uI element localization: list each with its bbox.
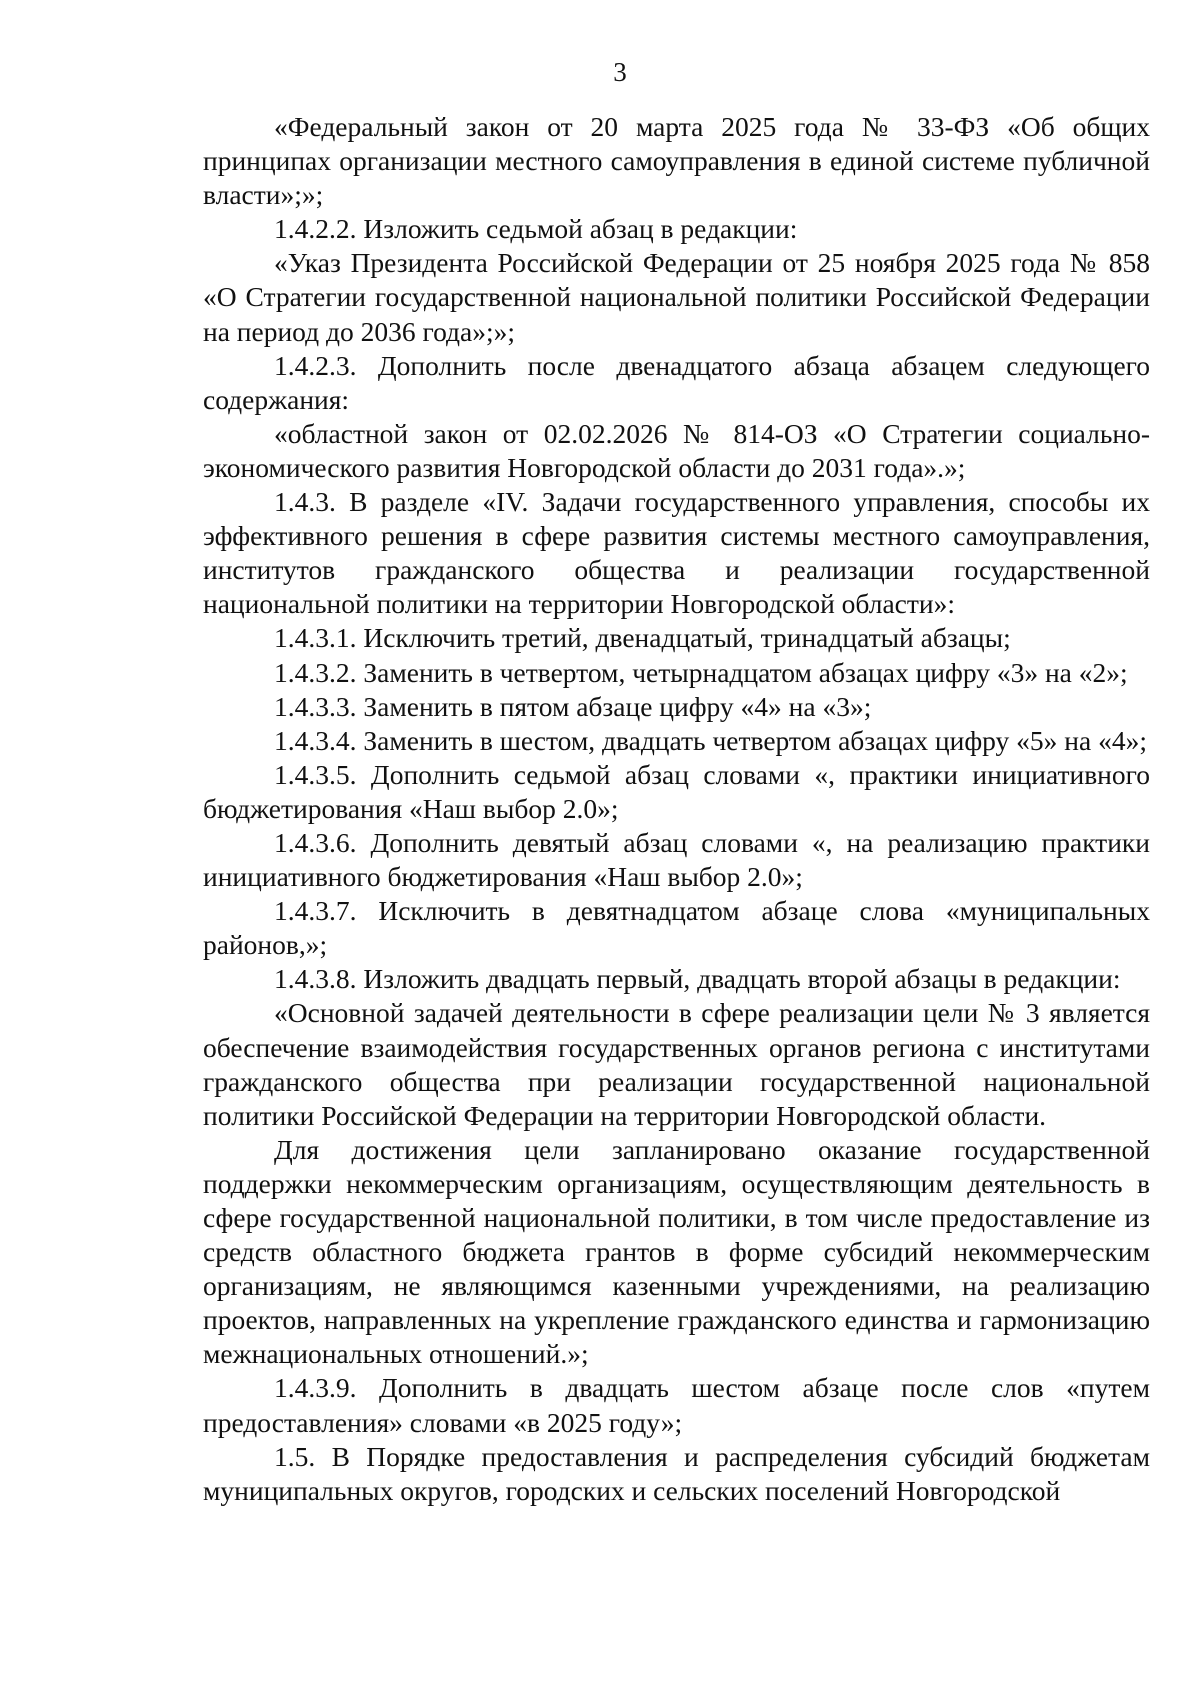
paragraph-1-4-3-2: 1.4.3.2. Заменить в четвертом, четырнадцатом абзацах цифру «3» на «2»; [274,656,1128,688]
paragraph-1-4-3-7: 1.4.3.7. Исключить в девятнадцатом абзаце слова «муниципальных районов,»; [203,895,1150,961]
paragraph-1-5: 1.5. В Порядке предоставления и распределения субсидий бюджетам муниципальных округов, городских и сельских поселений Новгородской [203,1440,1150,1506]
paragraph-federal-law-quote: «Федеральный закон от 20 марта 2025 года № 33-ФЗ «Об общих принципах организации местного самоуправления в единой системе публичной власти»;»; [203,111,1150,211]
page-number: 3 [613,57,627,87]
paragraph-1-4-3-6: 1.4.3.6. Дополнить девятый абзац словами «, на реализацию практики инициативного бюджетирования «Наш выбор 2.0»; [203,826,1150,893]
paragraph-regional-law-quote: «областной закон от 02.02.2026 № 814-ОЗ «О Стратегии социально-экономического развития Новгородской области до 2031 года».»; [203,417,1150,483]
paragraph-1-4-2-2: 1.4.2.2. Изложить седьмой абзац в редакции: [274,213,798,245]
paragraph-main-task-quote: «Основной задачей деятельности в сфере реализации цели № 3 является обеспечение взаимодействия государственных органов региона с институтами гражданского общества при реализации государственной национальной политики Российской Федерации на территории Новгородской области. [203,997,1150,1131]
paragraph-presidential-decree-quote: «Указ Президента Российской Федерации от 25 ноября 2025 года № 858 «О Стратегии государственной национальной политики Российской Федерации на период до 2036 года»;»; [203,247,1150,347]
paragraph-1-4-3: 1.4.3. В разделе «IV. Задачи государственного управления, способы их эффективного решения в сфере развития системы местного самоуправления, институтов гражданского общества и реализации государственной национальной политики на территории Новгородской области»: [203,486,1150,620]
paragraph-1-4-2-3: 1.4.2.3. Дополнить после двенадцатого абзаца абзацем следующего содержания: [203,349,1150,415]
paragraph-1-4-3-1: 1.4.3.1. Исключить третий, двенадцатый, тринадцатый абзацы; [274,622,1011,654]
paragraph-1-4-3-8: 1.4.3.8. Изложить двадцать первый, двадцать второй абзацы в редакции: [274,963,1121,995]
paragraph-1-4-3-3: 1.4.3.3. Заменить в пятом абзаце цифру «4» на «3»; [274,690,872,722]
paragraph-1-4-3-4: 1.4.3.4. Заменить в шестом, двадцать четвертом абзацах цифру «5» на «4»; [274,724,1147,756]
paragraph-1-4-3-9: 1.4.3.9. Дополнить в двадцать шестом абзаце после слов «путем предоставления» словами «в 2025 году»; [203,1372,1150,1438]
document-body [203,110,1150,1508]
paragraph-1-4-3-5: 1.4.3.5. Дополнить седьмой абзац словами «, практики инициативного бюджетирования «Наш выбор 2.0»; [203,758,1150,824]
paragraph-state-support: Для достижения цели запланировано оказание государственной поддержки некоммерческим организациям, осуществляющим деятельность в сфере государственной национальной политики, в том числе предоставление из средств областного бюджета грантов в форме субсидий некоммерческим организациям, не являющимся казенными учреждениями, на реализацию проектов, направленных на укрепление гражданского единства и гармонизацию межнациональных отношений.»; [203,1133,1150,1370]
